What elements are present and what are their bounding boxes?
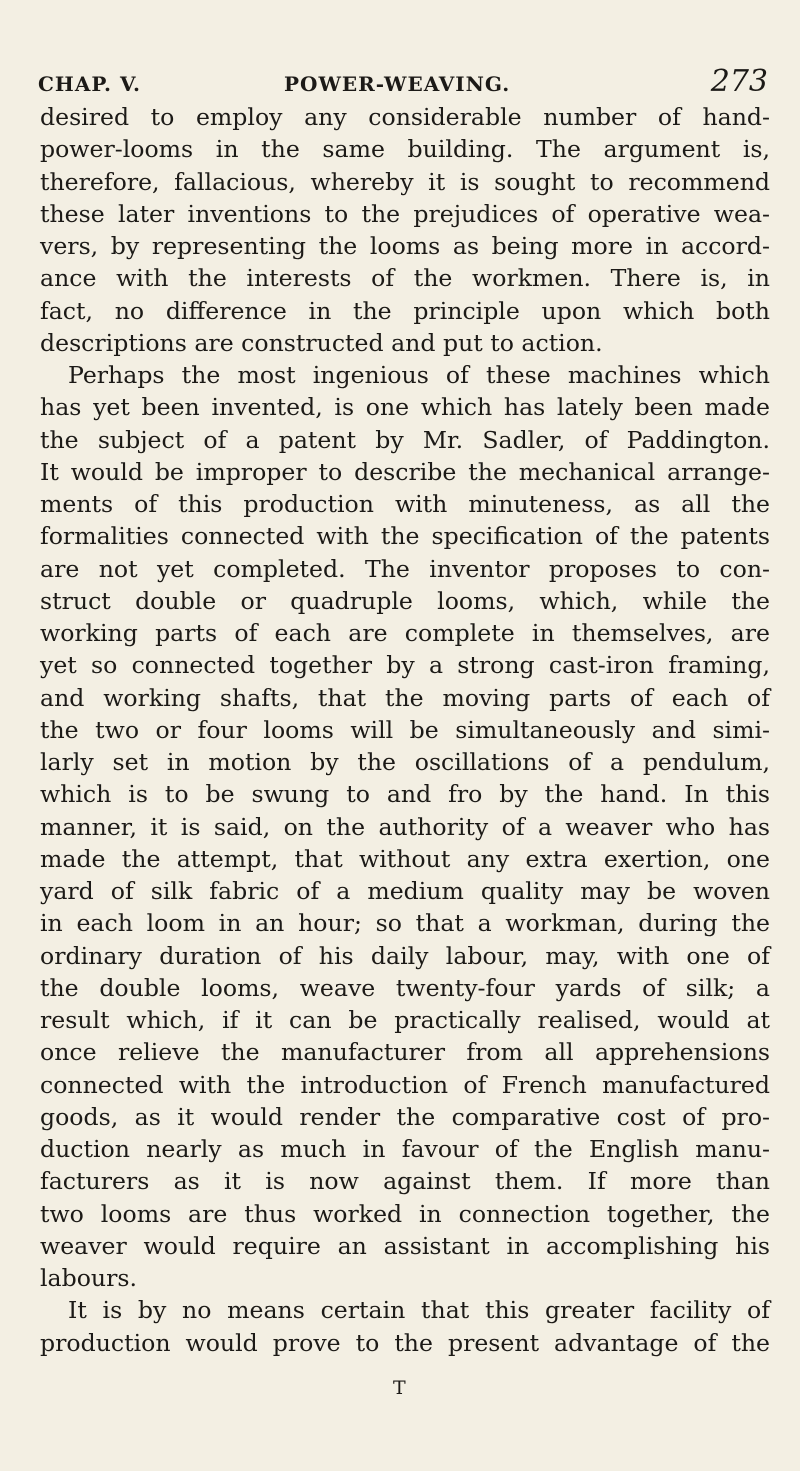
text-line: descriptions are constructed and put to action.: [40, 328, 603, 357]
text-line: Perhaps the most ingenious of these machines which: [68, 361, 770, 389]
text-line: weaver would require an assistant in accomplishing his: [40, 1231, 770, 1260]
text-line: made the attempt, that without any extra exertion, one: [40, 844, 770, 873]
text-line: the two or four looms will be simultaneously and simi-: [40, 715, 770, 744]
running-title: POWER-WEAVING.: [284, 72, 511, 96]
text-line: are not yet completed. The inventor proposes to con-: [40, 554, 770, 583]
text-line: vers, by representing the looms as being more in accord-: [40, 232, 770, 260]
text-line: therefore, fallacious, whereby it is sought to recommend: [40, 167, 770, 196]
text-line: which is to be swung to and fro by the hand. In this: [40, 780, 770, 809]
text-line: has yet been invented, is one which has lately been made: [40, 393, 770, 422]
text-line: yard of silk fabric of a medium quality may be woven: [40, 877, 770, 905]
signature-mark: T: [393, 1377, 406, 1399]
text-line: manner, it is said, on the authority of a weaver who has: [40, 812, 770, 841]
text-line: larly set in motion by the oscillations of a pendulum,: [40, 748, 770, 776]
text-line: formalities connected with the specification of the patents: [40, 522, 770, 551]
text-line: desired to employ any considerable number of hand-: [40, 103, 770, 131]
text-line: ments of this production with minuteness, as all the: [40, 490, 770, 518]
running-head: [38, 64, 768, 104]
text-line: result which, if it can be practically realised, would at: [40, 1006, 770, 1034]
text-line: power-looms in the same building. The argument is,: [40, 135, 770, 164]
page-number: 273: [710, 64, 768, 99]
text-line: the double looms, weave twenty-four yards of silk; a: [40, 973, 770, 1002]
text-line: struct double or quadruple looms, which, while the: [40, 586, 770, 615]
text-line: goods, as it would render the comparative cost of pro-: [40, 1102, 770, 1131]
text-line: these later inventions to the prejudices of operative wea-: [40, 199, 770, 228]
chapter-label: CHAP. V.: [38, 72, 141, 96]
text-line: fact, no difference in the principle upon which both: [40, 296, 770, 325]
text-line: yet so connected together by a strong cast-iron framing,: [40, 651, 770, 680]
text-line: production would prove to the present advantage of the: [40, 1328, 770, 1357]
text-line: working parts of each are complete in themselves, are: [40, 619, 770, 647]
text-line: and working shafts, that the moving parts of each of: [40, 683, 770, 712]
body-text: [40, 101, 770, 1359]
text-line: It would be improper to describe the mechanical arrange-: [40, 457, 770, 486]
text-line: ordinary duration of his daily labour, may, with one of: [40, 941, 770, 970]
text-line: duction nearly as much in favour of the English manu-: [40, 1135, 770, 1163]
text-line: facturers as it is now against them. If more than: [40, 1167, 770, 1196]
text-line: once relieve the manufacturer from all apprehensions: [40, 1038, 770, 1067]
text-line: two looms are thus worked in connection together, the: [40, 1199, 770, 1228]
text-line: connected with the introduction of French manufactured: [40, 1070, 770, 1099]
text-line: the subject of a patent by Mr. Sadler, of Paddington.: [40, 425, 770, 454]
text-line: labours.: [40, 1264, 138, 1292]
text-line: ance with the interests of the workmen. There is, in: [40, 264, 770, 293]
text-line: It is by no means certain that this greater facility of: [68, 1296, 770, 1325]
text-line: in each loom in an hour; so that a workman, during the: [40, 909, 770, 938]
